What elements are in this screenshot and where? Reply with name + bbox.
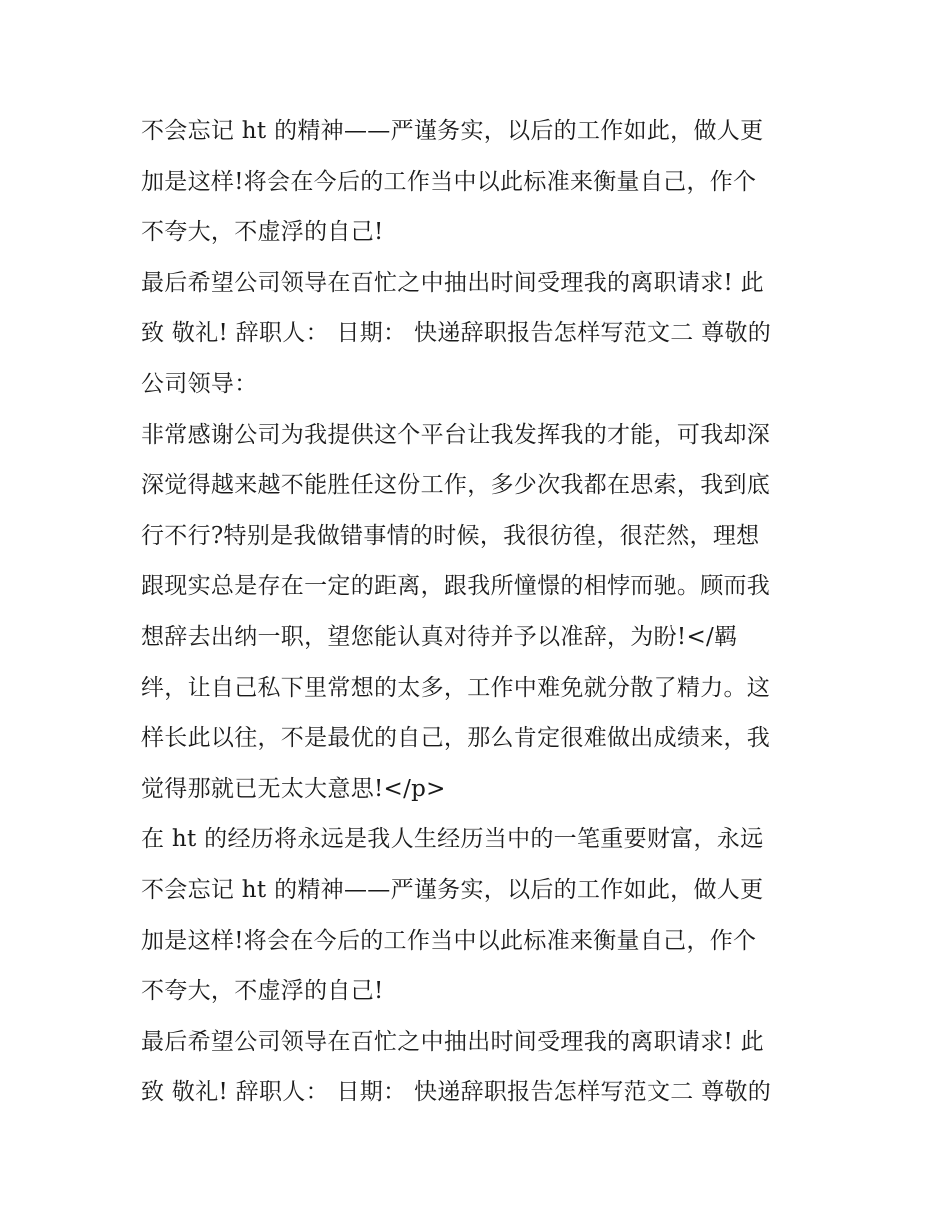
text-line: 想辞去出纳一职，望您能认真对待并予以准辞，为盼!</羁 [141, 623, 738, 650]
text-line: 不会忘记 ht 的精神——严谨务实，以后的工作如此，做人更 [141, 876, 764, 903]
text-line: 最后希望公司领导在百忙之中抽出时间受理我的离职请求! 此 [141, 1028, 764, 1055]
text-line: 绊，让自己私下里常想的太多，工作中难免就分散了精力。这 [141, 674, 771, 701]
text-line: 觉得那就已无太大意思!</p> [141, 775, 446, 802]
text-line: 最后希望公司领导在百忙之中抽出时间受理我的离职请求! 此 [141, 269, 764, 296]
text-line: 非常感谢公司为我提供这个平台让我发挥我的才能，可我却深 [141, 421, 771, 448]
body-text [141, 106, 831, 1118]
text-line: 加是这样!将会在今后的工作当中以此标准来衡量自己，作个 [141, 168, 757, 195]
text-line: 行不行?特别是我做错事情的时候，我很彷徨，很茫然，理想 [141, 522, 760, 549]
text-line: 不会忘记 ht 的精神——严谨务实，以后的工作如此，做人更 [141, 118, 764, 144]
text-line: 加是这样!将会在今后的工作当中以此标准来衡量自己，作个 [141, 927, 757, 954]
text-line: 不夸大，不虚浮的自己! [141, 978, 384, 1005]
text-line: 不夸大，不虚浮的自己! [141, 219, 384, 246]
text-line: 深觉得越来越不能胜任这份工作，多少次我都在思索，我到底 [141, 472, 771, 499]
text-line: 样长此以往，不是最优的自己，那么肯定很难做出成绩来，我 [141, 725, 771, 752]
text-line: 跟现实总是存在一定的距离，跟我所憧憬的相悖而驰。顾而我 [141, 573, 771, 600]
text-line: 致 敬礼! 辞职人： 日期： 快递辞职报告怎样写范文二 尊敬的 [141, 320, 772, 347]
text-line: 公司领导： [141, 370, 258, 397]
text-line: 致 敬礼! 辞职人： 日期： 快递辞职报告怎样写范文二 尊敬的 [141, 1079, 772, 1106]
text-line: 在 ht 的经历将永远是我人生经历当中的一笔重要财富，永远 [141, 826, 764, 853]
